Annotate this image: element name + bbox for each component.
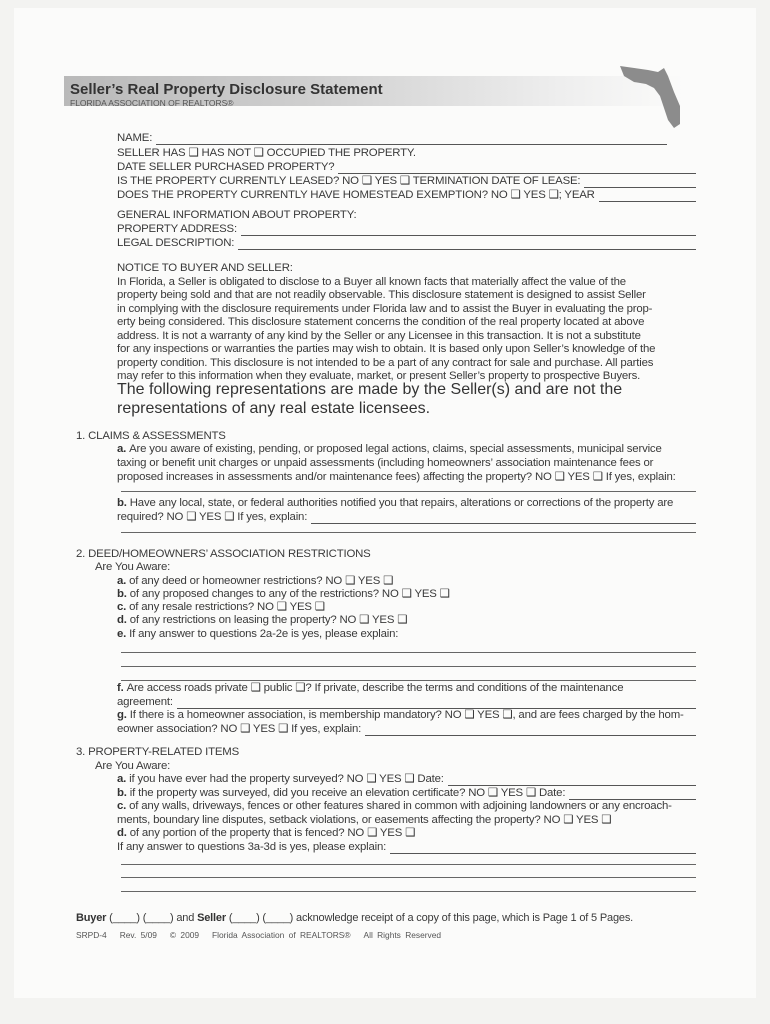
label: a. <box>117 575 127 587</box>
form-id: SRPD-4 <box>76 930 107 940</box>
text: eowner association? NO ❑ YES ❑ If yes, explain: <box>117 723 362 735</box>
leased-row[interactable] <box>117 175 696 188</box>
answer-line[interactable] <box>365 725 696 736</box>
question-3d[interactable] <box>117 827 415 840</box>
label: c. <box>117 800 127 812</box>
notice-line: erty being considered. This disclosure statement concerns the condition of the real property located at above <box>117 316 645 328</box>
question-2g[interactable] <box>117 709 684 722</box>
notice-line: for any inspections or warranties the parties may wish to obtain. It is based only upon Seller’s knowledge of the <box>117 343 656 355</box>
question-1a[interactable] <box>117 443 662 456</box>
label: a. <box>117 443 127 455</box>
answer-line[interactable] <box>121 891 696 892</box>
label: b. <box>117 588 127 600</box>
notice-line: address. It is not a warranty of any kind by the Seller or any Licensee in this transaction. It is not a substitute <box>117 330 641 342</box>
text: of any restrictions on leasing the property? NO ❑ YES ❑ <box>129 614 408 626</box>
purchase-date-field[interactable] <box>117 161 696 174</box>
answer-line[interactable] <box>121 491 696 492</box>
occupied-row[interactable]: SELLER HAS ❑ HAS NOT ❑ OCCUPIED THE PROPERTY. <box>117 147 416 159</box>
rights: All Rights Reserved <box>363 930 442 940</box>
legal-line[interactable] <box>238 239 696 250</box>
question-3c-cont[interactable]: ments, boundary line disputes, setback violations, or easements affecting the property? NO ❑ YES ❑ <box>117 814 612 826</box>
notice-line: property condition. This disclosure is not intended to be a part of any contract for sale and purchase. All parties <box>117 357 654 369</box>
notice-line: may refer to this information when they evaluate, market, or present Seller’s property to prospective Buyers. <box>117 370 641 382</box>
answer-line[interactable] <box>177 698 696 709</box>
revision: Rev. 5/09 <box>119 930 157 940</box>
label: IS THE PROPERTY CURRENTLY LEASED? NO ❑ YES ❑ TERMINATION DATE OF LEASE: <box>117 175 581 187</box>
buyer-label: Buyer <box>76 912 107 924</box>
date-line[interactable] <box>448 775 696 786</box>
property-address-field[interactable] <box>117 223 696 236</box>
question-2f[interactable] <box>117 682 623 695</box>
text: If any answer to questions 3a-3d is yes, please explain: <box>117 841 387 853</box>
text: Have any local, state, or federal authorities notified you that repairs, alterations or corrections of the property are <box>129 497 674 509</box>
buyer-initials[interactable]: (____) (____) and <box>109 912 195 924</box>
text: of any walls, driveways, fences or other features shared in common with adjoining landowners or any encroach- <box>129 800 672 812</box>
florida-map-icon <box>618 62 688 132</box>
are-you-aware: Are You Aware: <box>95 760 171 772</box>
question-2a[interactable] <box>117 575 393 588</box>
question-2b[interactable] <box>117 588 450 601</box>
form-subtitle: FLORIDA ASSOCIATION OF REALTORS® <box>70 98 234 108</box>
form-footer <box>76 930 441 940</box>
seller-initials[interactable]: (____) (____) acknowledge receipt of a copy of this page, which is Page 1 of 5 Pages. <box>228 912 634 924</box>
answer-line[interactable] <box>121 680 696 681</box>
answer-line[interactable] <box>390 843 696 854</box>
text: of any proposed changes to any of the restrictions? NO ❑ YES ❑ <box>129 588 450 600</box>
text: of any portion of the property that is fenced? NO ❑ YES ❑ <box>129 827 416 839</box>
label: d. <box>117 827 127 839</box>
label: a. <box>117 773 127 785</box>
section-2-heading: 2. DEED/HOMEOWNERS’ ASSOCIATION RESTRICTIONS <box>76 548 371 560</box>
initials-acknowledgement[interactable] <box>76 912 633 925</box>
question-3a[interactable] <box>117 773 696 786</box>
label: NAME: <box>117 132 153 144</box>
text: agreement: <box>117 696 173 708</box>
label: b. <box>117 787 127 799</box>
answer-line[interactable] <box>121 652 696 653</box>
question-3b[interactable] <box>117 787 696 800</box>
text: if you have ever had the property surveyed? NO ❑ YES ❑ Date: <box>129 773 444 785</box>
text: Are you aware of existing, pending, or proposed legal actions, claims, special assessments, municipal service <box>129 443 662 455</box>
copyright: © 2009 <box>169 930 200 940</box>
label: e. <box>117 628 127 640</box>
text: If there is a homeowner association, is membership mandatory? NO ❑ YES ❑, and are fees charged by the hom- <box>129 709 684 721</box>
question-1b-cont[interactable] <box>117 511 696 524</box>
question-1a-cont: taxing or benefit unit charges or unpaid assessments (including homeowners’ association maintenance fees or <box>117 457 654 469</box>
label: LEGAL DESCRIPTION: <box>117 237 235 249</box>
representation-statement: The following representations are made by the Seller(s) and are not the <box>117 381 623 398</box>
text: required? NO ❑ YES ❑ If yes, explain: <box>117 511 308 523</box>
name-line[interactable] <box>156 134 667 145</box>
section-1-heading: 1. CLAIMS & ASSESSMENTS <box>76 430 226 442</box>
label: c. <box>117 601 127 613</box>
text: If any answer to questions 2a-2e is yes, please explain: <box>129 628 399 640</box>
notice-line: in complying with the disclosure requirements under Florida law and to assist the Buyer in evaluating the prop- <box>117 303 653 315</box>
label: b. <box>117 497 127 509</box>
label: d. <box>117 614 127 626</box>
answer-line[interactable] <box>121 877 696 878</box>
section-3-heading: 3. PROPERTY-RELATED ITEMS <box>76 746 240 758</box>
answer-line[interactable] <box>121 532 696 533</box>
lease-termination-line[interactable] <box>584 177 696 188</box>
text: Are access roads private ❑ public ❑? If private, describe the terms and conditions of the maintenance <box>126 682 624 694</box>
question-2g-cont[interactable] <box>117 723 696 736</box>
text: of any deed or homeowner restrictions? NO ❑ YES ❑ <box>129 575 394 587</box>
question-3-explain[interactable] <box>117 841 696 854</box>
label: f. <box>117 682 124 694</box>
answer-line[interactable] <box>311 513 696 524</box>
text: of any resale restrictions? NO ❑ YES ❑ <box>129 601 325 613</box>
notice-line: property being sold and that are not readily observable. This disclosure statement is designed to assist Seller <box>117 289 646 301</box>
name-field[interactable] <box>117 132 667 145</box>
question-1b[interactable] <box>117 497 673 510</box>
question-2d[interactable] <box>117 614 407 627</box>
representation-statement: representations of any real estate licensees. <box>117 400 431 417</box>
association: Florida Association of REALTORS® <box>212 930 351 940</box>
question-2f-cont[interactable] <box>117 696 696 709</box>
question-1a-cont[interactable]: proposed increases in assessments and/or maintenance fees) affecting the property? NO ❑ YES ❑ If yes, explain: <box>117 471 676 483</box>
label: DATE SELLER PURCHASED PROPERTY? <box>117 161 335 173</box>
question-3c[interactable] <box>117 800 672 813</box>
homestead-year-line[interactable] <box>599 191 696 202</box>
form-title: Seller’s Real Property Disclosure Statement <box>70 81 383 98</box>
notice-line: In Florida, a Seller is obligated to disclose to a Buyer all known facts that materially affect the value of the <box>117 276 626 288</box>
notice-heading: NOTICE TO BUYER AND SELLER: <box>117 262 293 274</box>
label: PROPERTY ADDRESS: <box>117 223 237 235</box>
address-line[interactable] <box>241 225 696 236</box>
general-info-heading: GENERAL INFORMATION ABOUT PROPERTY: <box>117 209 357 221</box>
purchase-date-line[interactable] <box>338 163 696 174</box>
are-you-aware: Are You Aware: <box>95 561 171 573</box>
question-2c[interactable] <box>117 601 325 614</box>
legal-description-field[interactable] <box>117 237 696 250</box>
label: DOES THE PROPERTY CURRENTLY HAVE HOMESTEAD EXEMPTION? NO ❑ YES ❑; YEAR <box>117 189 595 201</box>
date-line[interactable] <box>569 789 696 800</box>
text: if the property was surveyed, did you receive an elevation certificate? NO ❑ YES ❑ Date: <box>129 787 566 799</box>
label: g. <box>117 709 127 721</box>
seller-label: Seller <box>197 912 226 924</box>
homestead-row[interactable] <box>117 189 696 202</box>
answer-line[interactable] <box>121 864 696 865</box>
question-2e <box>117 628 398 641</box>
answer-line[interactable] <box>121 666 696 667</box>
